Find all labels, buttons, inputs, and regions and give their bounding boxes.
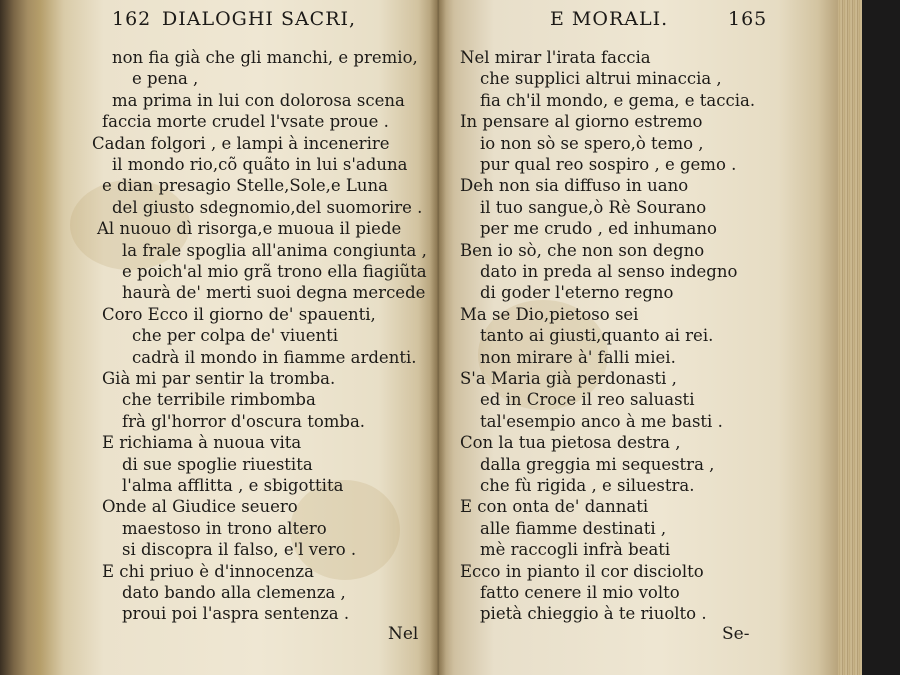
- text-line: proui poi l'aspra sentenza .: [122, 604, 350, 624]
- text-line: haurà de' merti suoi degna mercede: [122, 283, 426, 303]
- text-line: non mirare à' falli miei.: [480, 347, 676, 367]
- text-line: Coro Ecco il giorno de' spauenti,: [102, 304, 376, 324]
- text-line: Cadan folgori , e lampi à incenerire: [92, 133, 390, 153]
- text-line: Nel mirar l'irata faccia: [460, 48, 651, 67]
- text-line: E chi priuo è d'innocenza: [102, 561, 314, 581]
- text-line: alle fiamme destinati ,: [480, 518, 667, 538]
- text-line: S'a Maria già perdonasti ,: [460, 369, 677, 388]
- text-line: che supplici altrui minaccia ,: [480, 69, 722, 89]
- text-line: si discopra il falso, e'l vero .: [122, 540, 357, 560]
- text-line: dalla greggia mi sequestra ,: [480, 454, 715, 474]
- text-line: Ecco in pianto il cor disciolto: [460, 561, 704, 581]
- text-line: che terribile rimbomba: [122, 390, 316, 410]
- text-line: tal'esempio anco à me basti .: [480, 411, 723, 431]
- text-line: del giusto sdegnomio,del suomorire .: [112, 197, 423, 217]
- text-line: Ben io sò, che non son degno: [460, 240, 705, 260]
- text-line: e poich'al mio grã trono ella fiagiũta: [122, 262, 427, 281]
- text-line: E richiama à nuoua vita: [102, 433, 302, 453]
- right-page: [438, 0, 838, 675]
- text-line: non fia già che gli manchi, e premio,: [112, 48, 418, 67]
- text-line: faccia morte crudel l'vsate proue .: [102, 112, 389, 132]
- text-line: Deh non sia diffuso in uano: [460, 176, 689, 196]
- text-line: Con la tua pietosa destra ,: [460, 433, 681, 453]
- text-line: fia ch'il mondo, e gema, e taccia.: [480, 90, 756, 110]
- text-line: pietà chieggio à te riuolto .: [480, 604, 707, 624]
- book-edge-right: [838, 0, 862, 675]
- text-line: e dian presagio Stelle,Sole,e Luna: [102, 176, 388, 196]
- text-line: l'alma afflitta , e sbigottita: [122, 476, 344, 495]
- text-line: maestoso in trono altero: [122, 518, 327, 538]
- right-running-head: E MORALI.: [550, 8, 669, 30]
- book-edge-left: [0, 0, 40, 675]
- text-line: la frale spoglia all'anima congiunta ,: [122, 240, 427, 260]
- text-line: Onde al Giudice seuero: [102, 497, 298, 517]
- text-line: dato bando alla clemenza ,: [122, 583, 346, 602]
- text-line: frà gl'horror d'oscura tomba.: [122, 411, 366, 431]
- left-running-head: DIALOGHI SACRI,: [162, 8, 357, 30]
- text-line: e pena ,: [132, 69, 199, 89]
- text-line: il mondo rio,cõ quãto in lui s'aduna: [112, 155, 408, 174]
- background-right: [858, 0, 900, 675]
- right-page-number: 165: [728, 8, 768, 30]
- text-line: In pensare al giorno estremo: [460, 112, 703, 132]
- text-line: dato in preda al senso indegno: [480, 262, 738, 281]
- text-line: E con onta de' dannati: [460, 497, 649, 517]
- text-line: tanto ai giusti,quanto ai rei.: [480, 326, 714, 346]
- right-catchword: Se-: [722, 624, 750, 644]
- left-page-number: 162: [112, 8, 152, 30]
- text-line: ed in Croce il reo saluasti: [480, 390, 695, 410]
- text-line: Ma se Dio,pietoso sei: [460, 304, 639, 324]
- book-gutter: [430, 0, 446, 675]
- text-line: di goder l'eterno regno: [480, 283, 674, 303]
- text-line: che fù rigida , e siluestra.: [480, 476, 695, 495]
- text-line: ma prima in lui con dolorosa scena: [112, 90, 405, 110]
- text-line: il tuo sangue,ò Rè Sourano: [480, 197, 707, 217]
- text-line: Già mi par sentir la tromba.: [102, 369, 336, 388]
- text-line: Al nuouo dì risorga,e muoua il piede: [97, 219, 402, 239]
- text-line: che per colpa de' viuenti: [132, 326, 339, 346]
- text-line: cadrà il mondo in fiamme ardenti.: [132, 347, 417, 367]
- text-line: io non sò se spero,ò temo ,: [480, 133, 704, 153]
- text-line: pur qual reo sospiro , e gemo .: [480, 155, 737, 174]
- left-catchword: Nel: [388, 624, 419, 644]
- text-line: per me crudo , ed inhumano: [480, 219, 717, 239]
- text-line: mè raccogli infrà beati: [480, 540, 671, 560]
- text-line: fatto cenere il mio volto: [480, 583, 680, 602]
- text-line: di sue spoglie riuestita: [122, 454, 313, 474]
- left-page: [40, 0, 438, 675]
